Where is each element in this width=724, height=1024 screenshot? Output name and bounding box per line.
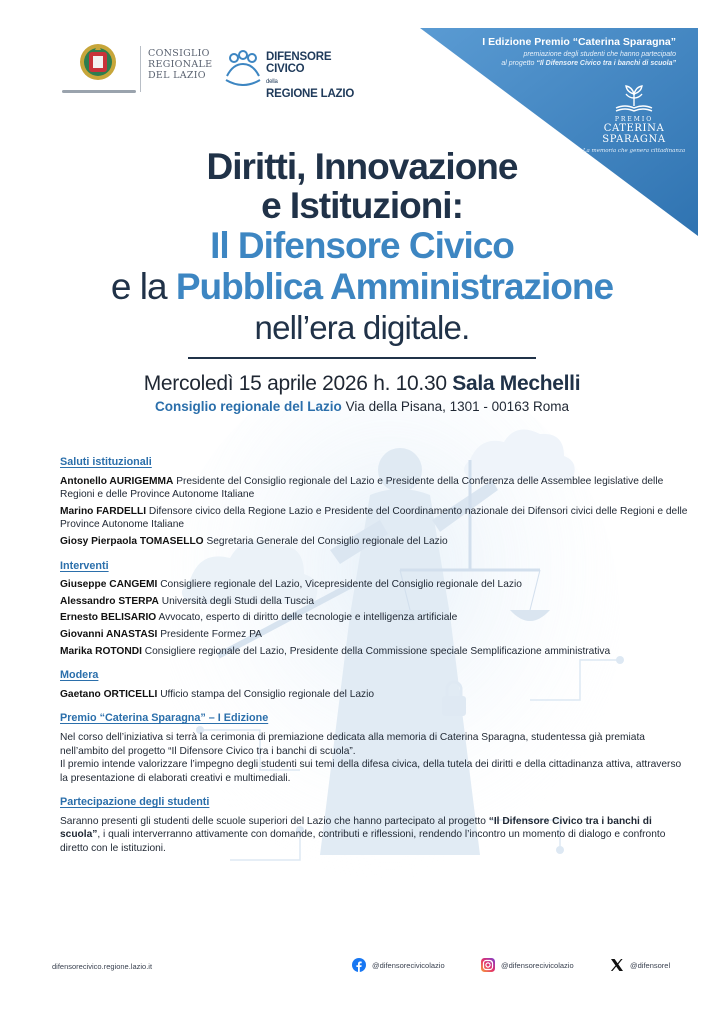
partecipazione-project: “Il Difensore Civico tra i banchi di scuola” [60,815,652,841]
website-link[interactable]: difensorecivico.regione.lazio.it [52,962,153,971]
consiglio-regionale-logo [62,42,212,98]
speaker [60,578,690,592]
facebook-handle: @difensorecivicolazio [372,960,445,970]
difensore-line: DIFENSORE [266,51,332,63]
speaker [60,505,690,532]
speaker [60,595,690,609]
facebook-icon [352,958,366,972]
difensore-civico-logo [224,50,374,100]
consiglio-line: DEL LAZIO [148,70,206,81]
section-heading: Modera [60,669,99,682]
premio-logo [580,84,688,154]
speaker-role: Segretaria Generale del Consiglio regionale del Lazio [203,535,448,547]
prize-heading [482,36,676,68]
difensore-line: REGIONE LAZIO [266,87,355,100]
section-heading: Interventi [60,559,109,572]
speaker-name: Giuseppe CANGEMI [60,579,158,591]
difensore-wordmark [266,52,354,100]
partecipazione-prefix: Saranno presenti gli studenti delle scuole superiori del Lazio che hanno partecipato al progetto [60,815,489,827]
title-divider [188,357,536,359]
speaker-name: Alessandro STERPA [60,595,159,607]
speaker-role: Consigliere regionale del Lazio, Vicepresidente del Consiglio regionale del Lazio [157,579,522,591]
event-room: Sala Mechelli [452,372,581,395]
instagram-icon [481,958,495,972]
speaker-role: Difensore civico della Regione Lazio e Presidente del Coordinamento nazionale dei Difensori civici delle Regioni e delle Province Autonome Italiane [60,505,688,531]
open-book-flower-icon [613,84,655,114]
speaker [60,611,690,625]
prize-title: I Edizione Premio “Caterina Sparagna” [482,36,676,48]
prize-subtitle-prefix: al progetto [501,60,537,67]
event-venue [0,399,724,414]
logo-divider [140,46,141,92]
section-heading: Saluti istituzionali [60,456,152,468]
prize-subtitle [482,50,676,68]
title-line-4-prefix: e la [110,266,176,307]
difensore-civico: CIVICO [266,62,305,75]
speaker-role: Consigliere regionale del Lazio, Presidente della Commissione speciale Semplificazione amministrativa [141,645,611,657]
program [60,456,690,867]
speaker [60,535,690,549]
section-heading: Premio “Caterina Sparagna” – I Edizione [60,712,269,725]
title-line-2: e Istituzioni: [261,185,463,226]
x-logo-icon [610,958,624,972]
instagram-link[interactable] [481,958,574,972]
section-partecipazione [60,796,690,855]
section-interventi [60,560,690,659]
consiglio-line: REGIONALE [148,59,213,70]
title-line-4-highlight: Pubblica Amministrazione [175,266,614,307]
speaker-name: Marino FARDELLI [60,505,147,517]
consiglio-line: CONSIGLIO [148,48,210,59]
section-modera [60,669,690,701]
difensore-della: della [266,79,278,85]
speaker-name: Giosy Pierpaola TOMASELLO [60,535,204,547]
x-link[interactable] [610,958,670,972]
speaker [60,645,690,659]
speaker [60,628,690,642]
section-premio [60,712,690,785]
x-handle: @difensorel [630,960,671,970]
partecipazione-paragraph [60,815,690,856]
section-saluti [60,456,690,549]
speaker-name: Gaetano ORTICELLI [60,688,158,700]
venue-name: Consiglio regionale del Lazio [155,399,342,414]
consiglio-wordmark [148,48,212,81]
premio-paragraph-2: Il premio intende valorizzare l’impegno degli studenti sui temi della difesa civica, della tutela dei diritti e della cittadinanza attiva, attraverso la presentazione di elaborati creativi e multimediali. [60,759,682,784]
event-date [0,372,724,396]
title-line-3: Il Difensore Civico [210,225,514,266]
title-line-5: nell’era digitale. [254,309,470,346]
speaker-name: Giovanni ANASTASI [60,628,158,640]
premio-label: PREMIO [614,116,654,123]
speaker-name: Marika ROTONDI [60,645,142,657]
speaker-role: Presidente del Consiglio regionale del Lazio e Presidente della Conferenza delle Assemblee legislative delle Regioni e delle Province Autonome Italiane [60,475,664,501]
speaker-role: Avvocato, esperto di diritto delle tecnologie e intelligenza artificiale [156,612,458,624]
difensore-line [266,64,354,89]
prize-subtitle-line1: premiazione degli studenti che hanno partecipato [523,51,676,58]
speaker-name: Ernesto BELISARIO [60,612,157,624]
venue-address: Via della Pisana, 1301 - 00163 Roma [341,399,569,414]
people-hands-icon [224,50,262,86]
premio-name: CATERINA SPARAGNA [602,123,666,145]
speaker-role: Ufficio stampa del Consiglio regionale del Lazio [157,688,375,700]
event-date-time: Mercoledì 15 aprile 2026 h. 10.30 [143,372,453,395]
title-line-4 [0,268,724,305]
partecipazione-suffix: , i quali interverranno attivamente con domande, contributi e riflessioni, rendendo l’incontro un momento di dialogo e confronto diretto con le istituzioni. [60,829,666,855]
regional-emblem-icon [78,42,118,84]
section-heading: Partecipazione degli studenti [60,796,210,809]
speaker [60,688,690,702]
speaker-role: Università degli Studi della Tuscia [158,595,315,607]
prize-subtitle-project: “Il Difensore Civico tra i banchi di scuola” [536,60,676,67]
premio-paragraph-1: Nel corso dell’iniziativa si terrà la cerimonia di premiazione dedicata alla memoria di Caterina Sparagna, studentessa già premiata nell’ambito del progetto “Il Difensore Civico tra i banchi di scuola”. [60,731,645,757]
footer [0,958,724,978]
premio-motto: La memoria che genera cittadinanza [582,148,686,154]
facebook-link[interactable] [352,958,445,972]
speaker [60,475,690,502]
instagram-handle: @difensorecivicolazio [501,960,574,970]
speaker-role: Presidente Formez PA [157,628,262,640]
logo-underline [62,90,136,93]
title-line-1: Diritti, Innovazione [206,146,518,187]
speaker-name: Antonello AURIGEMMA [60,475,174,487]
